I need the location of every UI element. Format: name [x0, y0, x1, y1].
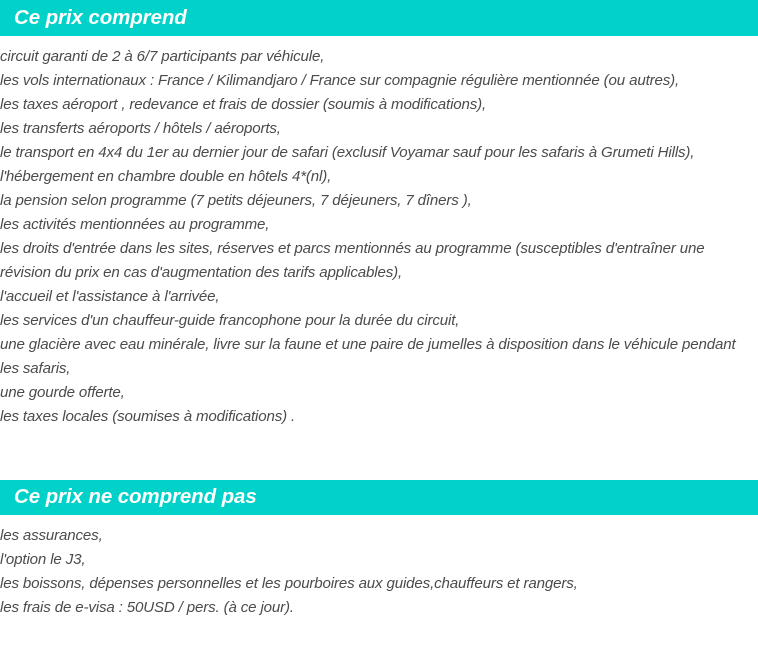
- list-item: les activités mentionnées au programme,: [0, 216, 270, 233]
- section-body-included: [0, 36, 758, 429]
- list-item: une glacière avec eau minérale, livre sur la faune et une paire de jumelles à disposition dans le véhicule pendant les safaris,: [0, 336, 736, 377]
- list-item: les vols internationaux : France / Kilimandjaro / France sur compagnie régulière mentionnée (ou autres),: [0, 72, 680, 89]
- section-title-included: Ce prix comprend: [14, 5, 187, 29]
- section-title-not-included: Ce prix ne comprend pas: [14, 485, 257, 509]
- list-item: les taxes locales (soumises à modifications) .: [0, 408, 296, 425]
- list-item: les taxes aéroport , redevance et frais de dossier (soumis à modifications),: [0, 96, 487, 113]
- list-item: le transport en 4x4 du 1er au dernier jour de safari (exclusif Voyamar sauf pour les safaris à Grumeti Hills),: [0, 144, 695, 161]
- list-item: circuit garanti de 2 à 6/7 participants par véhicule,: [0, 48, 325, 65]
- list-item: les transferts aéroports / hôtels / aéroports,: [0, 120, 281, 137]
- section-header-not-included: [0, 480, 758, 515]
- list-item: la pension selon programme (7 petits déjeuners, 7 déjeuners, 7 dîners ),: [0, 192, 472, 209]
- section-spacer: [0, 429, 758, 480]
- list-item: l'hébergement en chambre double en hôtels 4*(nl),: [0, 168, 332, 185]
- list-item: les frais de e-visa : 50USD / pers. (à ce jour).: [0, 599, 294, 616]
- section-not-included: [0, 480, 758, 620]
- list-item: une gourde offerte,: [0, 384, 125, 401]
- section-header-included: [0, 0, 758, 36]
- list-item: les droits d'entrée dans les sites, réserves et parcs mentionnés au programme (susceptibles d'entraîner une révision du prix en cas d'augmentation des tarifs applicables),: [0, 240, 705, 281]
- list-item: les assurances,: [0, 527, 103, 544]
- list-item: les services d'un chauffeur-guide francophone pour la durée du circuit,: [0, 312, 460, 329]
- list-item: l'accueil et l'assistance à l'arrivée,: [0, 288, 220, 305]
- list-item: l'option le J3,: [0, 551, 86, 568]
- list-item: les boissons, dépenses personnelles et les pourboires aux guides,chauffeurs et rangers,: [0, 575, 578, 592]
- section-body-not-included: [0, 515, 758, 620]
